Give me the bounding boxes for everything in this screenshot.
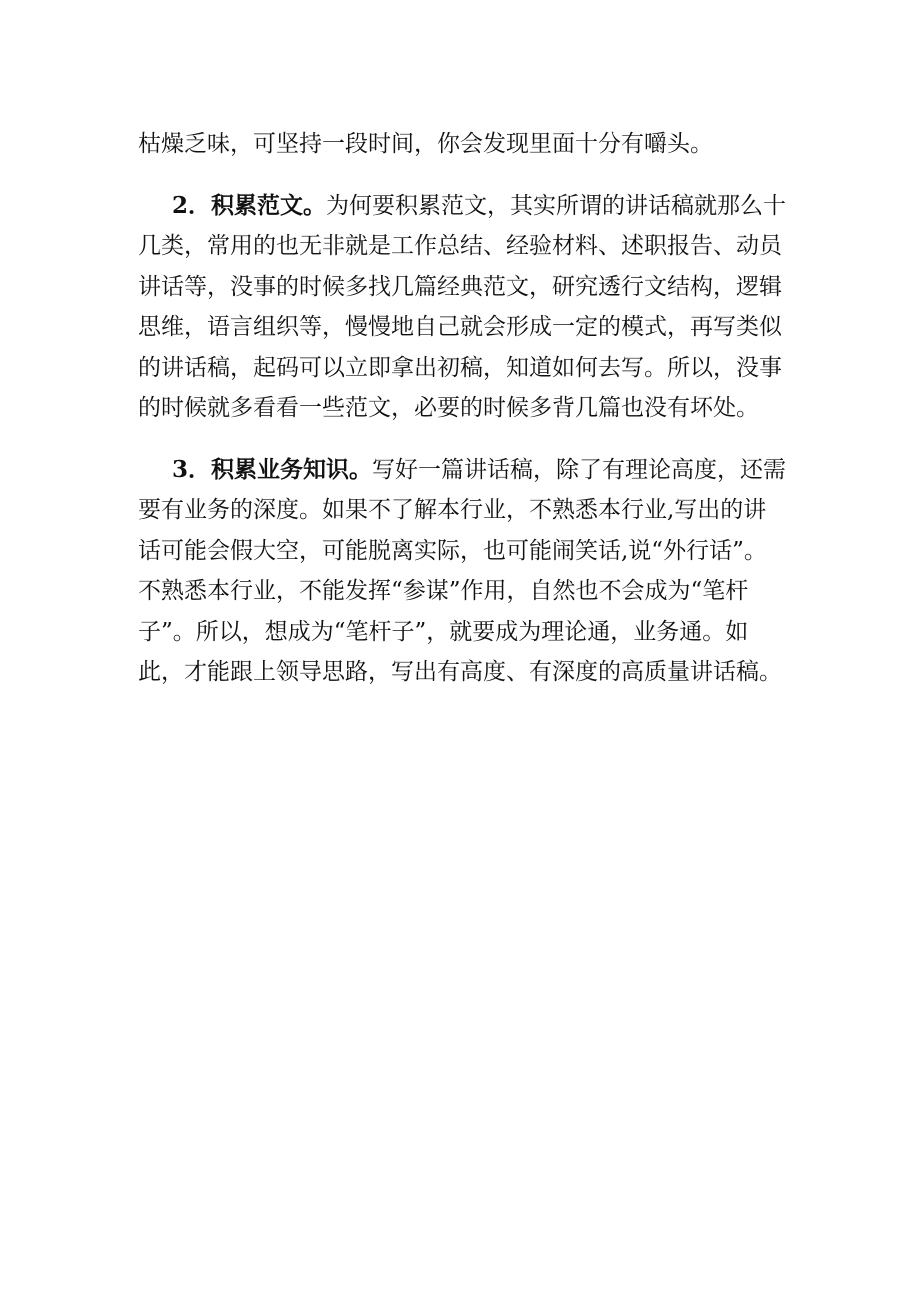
paragraph-line: 的讲话稿，起码可以立即拿出初稿，知道如何去写。所以，没事: [138, 354, 782, 381]
paragraph-line: 子”。所以，想成为“笔杆子”，就要成为理论通，业务通。如: [138, 618, 749, 645]
document-body: [138, 124, 798, 693]
paragraph-line: [138, 450, 798, 491]
paragraph-line: 此，才能跟上领导思路，写出有高度、有深度的高质量讲话稿。: [138, 659, 782, 685]
paragraph-line: 不熟悉本行业，不能发挥“参谋”作用，自然也不会成为“笔杆: [138, 578, 749, 604]
paragraph-line: 枯燥乏味，可坚持一段时间，你会发现里面十分有嚼头。: [138, 131, 713, 157]
paragraph-text: 为何要积累范文，其实所谓的讲话稿就那么十: [326, 192, 787, 219]
paragraph-line: 讲话等，没事的时候多找几篇经典范文，研究透行文结构，逻辑: [138, 273, 782, 300]
paragraph-accumulate-business-knowledge: [138, 450, 798, 693]
paragraph-accumulate-samples: [138, 186, 798, 429]
paragraph-line: 思维，语言组织等，慢慢地自己就会形成一定的模式，再写类似: [138, 314, 782, 340]
paragraph-line: 要有业务的深度。如果不了解本行业，不熟悉本行业,写出的讲: [138, 497, 767, 523]
paragraph-line: 话可能会假大空，可能脱离实际，也可能闹笑话,说“外行话”。: [138, 537, 767, 564]
paragraph-continuation: [138, 124, 798, 165]
paragraph-text: 写好一篇讲话稿，除了有理论高度，还需: [372, 456, 787, 483]
section-heading: 3．积累业务知识。: [172, 455, 373, 483]
paragraph-line: 的时候就多看看一些范文，必要的时候多背几篇也没有坏处。: [138, 395, 759, 421]
section-heading: 2．积累范文。: [172, 191, 327, 219]
paragraph-line: 几类，常用的也无非就是工作总结、经验材料、述职报告、动员: [138, 233, 782, 259]
paragraph-line: [138, 186, 798, 227]
